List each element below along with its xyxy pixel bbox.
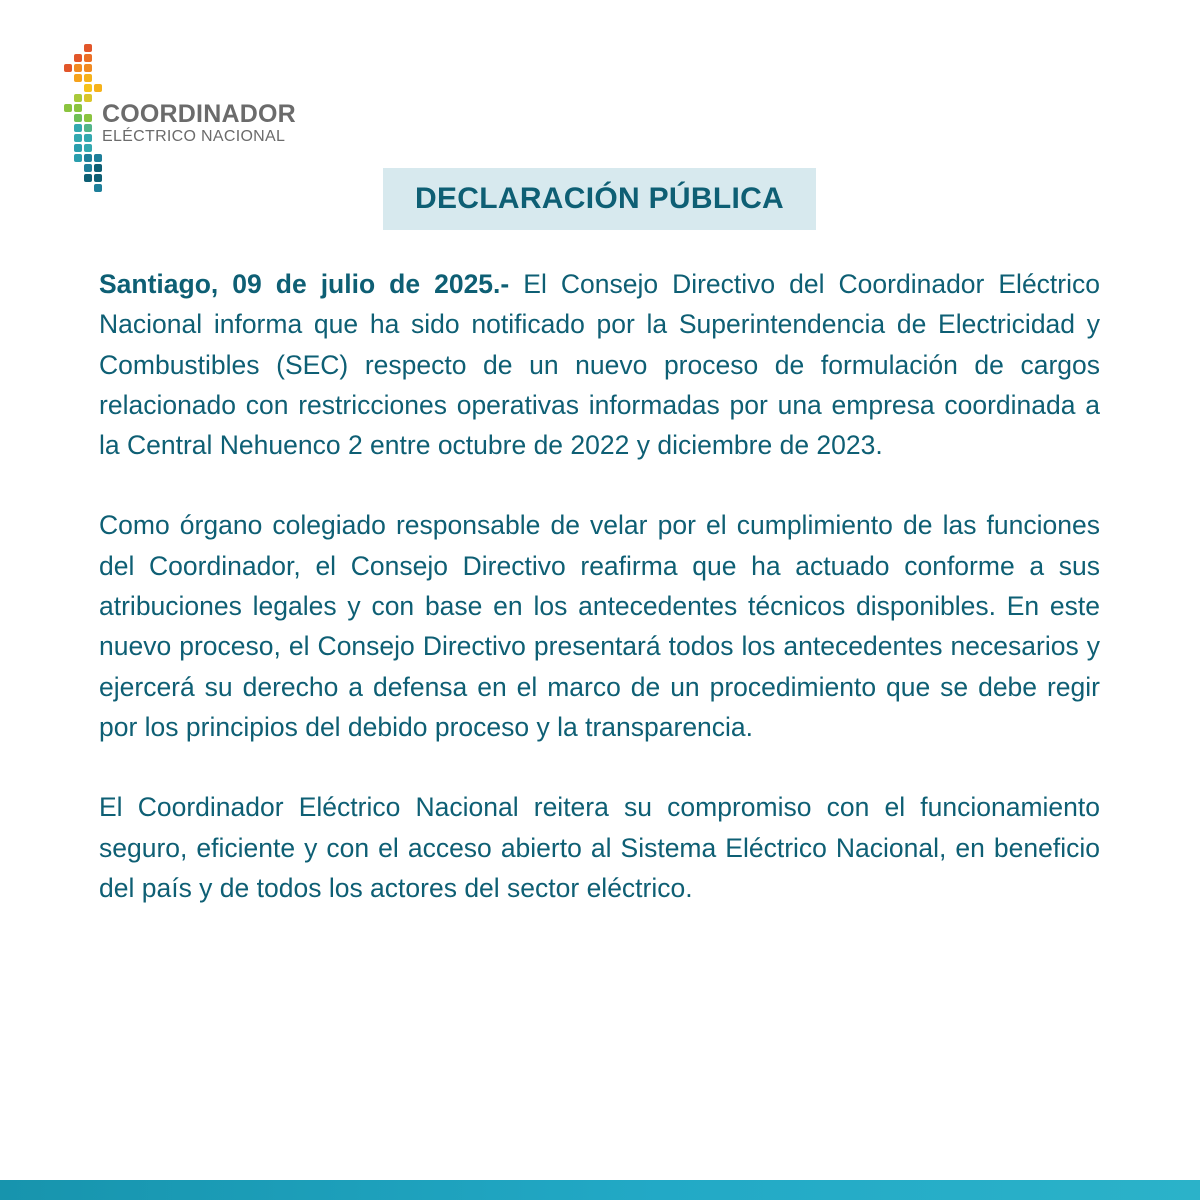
logo-subtitle: ELÉCTRICO NACIONAL: [102, 128, 286, 145]
paragraph-1-text: El Consejo Directivo del Coordinador Eléctrico Nacional informa que ha sido notificado por la Superintendencia de Electricidad y Combustibles (SEC) respecto de un nuevo proceso de formulación de cargos relacionado con restricciones operativas informadas por una empresa coordinada a la Central Nehuenco 2 entre octubre de 2022 y diciembre de 2023.: [99, 269, 1100, 461]
paragraph-1: [99, 264, 1100, 465]
logo-text: [102, 100, 296, 146]
dateline: Santiago, 09 de julio de 2025.-: [99, 269, 510, 299]
statement-body: [99, 264, 1100, 908]
paragraph-2: Como órgano colegiado responsable de velar por el cumplimiento de las funciones del Coordinador, el Consejo Directivo reafirma que ha actuado conforme a sus atribuciones legales y con base en los antecedentes técnicos disponibles. En este nuevo proceso, el Consejo Directivo presentará todos los antecedentes necesarios y ejercerá su derecho a defensa en el marco de un procedimiento que se debe regir por los principios del debido proceso y la transparencia.: [99, 510, 1100, 742]
title-banner: [383, 168, 816, 230]
logo: [60, 42, 320, 202]
logo-name: COORDINADOR: [102, 100, 296, 128]
bottom-accent-bar: [0, 1180, 1200, 1200]
page-title: DECLARACIÓN PÚBLICA: [414, 182, 785, 215]
paragraph-3: El Coordinador Eléctrico Nacional reitera su compromiso con el funcionamiento seguro, eficiente y con el acceso abierto al Sistema Eléctrico Nacional, en beneficio del país y de todos los actores del sector eléctrico.: [99, 792, 1100, 903]
